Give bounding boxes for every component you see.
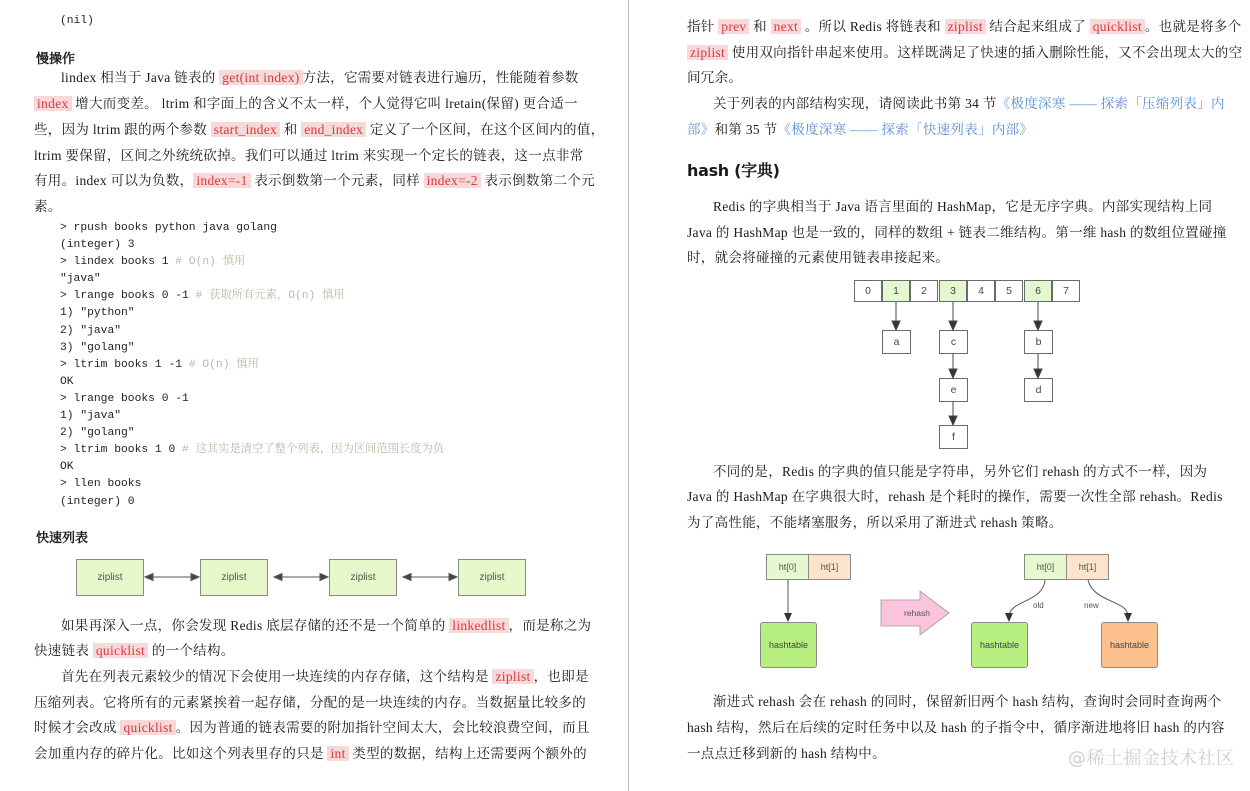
link-ziplist-chapter-cont[interactable]: 部》 [687, 122, 715, 137]
ziplist-node: ziplist [458, 559, 526, 596]
quicklist-para-2-line-4: 会加重内存的碎片化。比如这个列表里存的只是 int 类型的数据，结构上还需要两个额外的 [34, 746, 587, 761]
code-comment: # O(n) 慎用 [175, 256, 246, 269]
chain-node: b [1024, 330, 1053, 354]
rehash-arrow-label: rehash [904, 608, 930, 618]
array-cell: 2 [910, 280, 938, 302]
hash-para-2-line-1: 不同的是，Redis 的字典的值只能是字符串，另外它们 rehash 的方式不一样，因为 [713, 464, 1208, 479]
ht1-slot: ht[1] [1066, 554, 1109, 580]
nil-output: (nil) [60, 15, 94, 27]
code-line: > lindex books 1 # O(n) 慎用 [60, 256, 246, 269]
code-highlight: index=-1 [193, 173, 250, 188]
code-highlight: get(int index) [219, 70, 302, 85]
ht0-slot: ht[0] [1024, 554, 1067, 580]
code-line: "java" [60, 273, 101, 286]
hash-para-3-line-1: 渐进式 rehash 会在 rehash 的同时，保留新旧两个 hash 结构，查询时会同时查询两个 [713, 694, 1222, 709]
ziplist-node: ziplist [329, 559, 397, 596]
chain-node: e [939, 378, 968, 402]
slow-ops-line-6: 素。 [34, 199, 62, 214]
new-label: new [1084, 601, 1099, 610]
chain-node: c [939, 330, 968, 354]
code-line: > llen books [60, 478, 142, 491]
code-line: 2) "golang" [60, 427, 135, 440]
cont-line-2: ziplist 使用双向指针串起来使用。这样既满足了快速的插入删除性能，又不会出现太大的空 [687, 40, 1242, 66]
code-line: 2) "java" [60, 324, 122, 337]
cont-line-1: 指针 prev 和 next 。所以 Redis 将链表和 ziplist 结合起来组成了 quicklist 。也就是将多个 [687, 19, 1242, 34]
code-highlight: ziplist [492, 669, 533, 684]
hashtable-box: hashtable [760, 622, 817, 668]
code-line: OK [60, 375, 74, 388]
code-line: 1) "python" [60, 307, 135, 320]
ziplist-node: ziplist [200, 559, 268, 596]
array-cell: 0 [854, 280, 882, 302]
array-cell: 7 [1052, 280, 1080, 302]
ziplist-node: ziplist [76, 559, 144, 596]
code-highlight: end_index [301, 122, 366, 137]
code-comment: # O(n) 慎用 [188, 358, 259, 371]
code-highlight: int [327, 746, 348, 761]
right-page [629, 0, 1250, 791]
code-line: (integer) 3 [60, 239, 135, 252]
heading-slow-ops: 慢操作 [36, 52, 76, 67]
ht1-slot: ht[1] [808, 554, 851, 580]
code-line: > lrange books 0 -1 # 获取所有元素，O(n) 慎用 [60, 290, 345, 303]
code-highlight: quicklist [120, 720, 175, 735]
code-line: OK [60, 461, 74, 474]
slow-ops-line-4: ltrim 要保留，区间之外统统砍掉。我们可以通过 ltrim 来实现一个定长的链表，这一点非常 [34, 148, 584, 163]
old-label: old [1033, 601, 1044, 610]
hash-para-1-line-1: Redis 的字典相当于 Java 语言里面的 HashMap，它是无序字典。内部实现结构上同 [713, 199, 1213, 214]
code-line: > rpush books python java golang [60, 222, 277, 234]
code-highlight: start_index [211, 122, 280, 137]
array-cell: 5 [995, 280, 1023, 302]
code-highlight: quicklist [1090, 19, 1145, 34]
code-highlight: prev [718, 19, 749, 34]
code-highlight: index=-2 [424, 173, 481, 188]
code-line: > ltrim books 1 -1 # O(n) 慎用 [60, 358, 259, 371]
code-highlight: linkedlist [449, 618, 508, 633]
hashtable-old-box: hashtable [971, 622, 1028, 668]
hash-para-2-line-3: 为了高性能，不能堵塞服务，所以采用了渐进式 rehash 策略。 [687, 515, 1063, 530]
array-cell-occupied: 6 [1024, 280, 1052, 302]
code-highlight: quicklist [93, 643, 148, 658]
chain-node: a [882, 330, 911, 354]
code-highlight: ziplist [945, 19, 986, 34]
heading-hash: hash (字典) [687, 161, 780, 180]
array-cell-occupied: 1 [882, 280, 910, 302]
hashtable-new-box: hashtable [1101, 622, 1158, 668]
quicklist-para-1-line-2: 快速链表 quicklist 的一个结构。 [34, 643, 235, 658]
code-line: (integer) 0 [60, 495, 135, 508]
code-line: > lrange books 0 -1 [60, 392, 189, 405]
quicklist-para-2-line-1: 首先在列表元素较少的情况下会使用一块连续的内存存储，这个结构是 ziplist ，也即是 [61, 669, 589, 684]
heading-quicklist: 快速列表 [36, 531, 89, 546]
hash-para-3-line-3: 一点点迁移到新的 hash 结构中。 [687, 746, 886, 761]
watermark: @稀土掘金技术社区 [1068, 748, 1235, 769]
slow-ops-line-1: lindex 相当于 Java 链表的 get(int index) 方法，它需要对链表进行遍历，性能随着参数 [61, 70, 579, 85]
code-line: 3) "golang" [60, 341, 135, 354]
quicklist-para-1-line-1: 如果再深入一点，你会发现 Redis 底层存储的还不是一个简单的 linkedlist ，而是称之为 [61, 618, 592, 633]
code-line: 1) "java" [60, 410, 122, 423]
code-highlight: ziplist [687, 45, 728, 60]
code-comment: # 获取所有元素，O(n) 慎用 [195, 290, 345, 303]
slow-ops-line-2: index 增大而变差。 ltrim 和字面上的含义不太一样，个人觉得它叫 lretain(保留) 更合适一 [34, 91, 578, 117]
hash-para-1-line-2: Java 的 HashMap 也是一致的，同样的数组 + 链表二维结构。第一维 hash 的数组位置碰撞 [687, 225, 1227, 240]
slow-ops-line-3: 些，因为 ltrim 跟的两个参数 start_index 和 end_index 定义了一个区间，在这个区间内的值， [34, 122, 605, 137]
link-quicklist-chapter[interactable]: 《极度深寒 —— 探索「快速列表」内部》 [777, 122, 1034, 137]
cont-line-3: 间冗余。 [687, 70, 743, 85]
code-comment: # 这其实是清空了整个列表，因为区间范围长度为负 [182, 444, 445, 457]
chain-node: d [1024, 378, 1053, 402]
hash-para-1-line-3: 时，就会将碰撞的元素使用链表串接起来。 [687, 250, 950, 265]
hash-para-3-line-2: hash 结构，然后在后续的定时任务中以及 hash 的子指令中，循序渐进地将旧 hash 的内容 [687, 720, 1225, 735]
code-highlight: next [771, 19, 801, 34]
array-cell: 4 [967, 280, 995, 302]
hash-para-2-line-2: Java 的 HashMap 在字典很大时，rehash 是个耗时的操作，需要一次性全部 rehash。Redis [687, 489, 1223, 504]
code-highlight: index [34, 96, 72, 111]
ht0-slot: ht[0] [766, 554, 809, 580]
reference-line-2: 部》和第 35 节《极度深寒 —— 探索「快速列表」内部》 [687, 122, 1034, 137]
link-ziplist-chapter[interactable]: 《极度深寒 —— 探索「压缩列表」内 [996, 96, 1225, 111]
quicklist-para-2-line-2: 压缩列表。它将所有的元素紧挨着一起存储，分配的是一块连续的内存。当数据量比较多的 [34, 695, 586, 710]
array-cell-occupied: 3 [939, 280, 967, 302]
code-line: > ltrim books 1 0 # 这其实是清空了整个列表，因为区间范围长度为负 [60, 444, 445, 457]
rehash-arrow-icon [629, 0, 1250, 791]
quicklist-para-2-line-3: 时候才会改成 quicklist 。因为普通的链表需要的附加指针空间太大，会比较浪费空间，而且 [34, 720, 590, 735]
slow-ops-line-5: 有用。index 可以为负数， index=-1 表示倒数第一个元素，同样 index=-2 表示倒数第二个元 [34, 173, 595, 188]
reference-line-1: 关于列表的内部结构实现，请阅读此书第 34 节《极度深寒 —— 探索「压缩列表」内 [713, 96, 1225, 111]
chain-node: f [939, 425, 968, 449]
